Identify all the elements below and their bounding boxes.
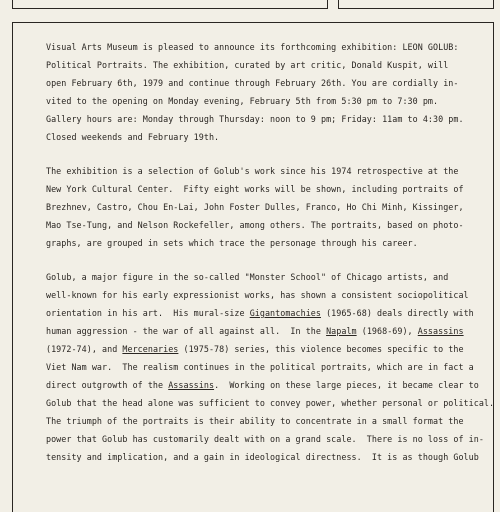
text-line <box>46 128 491 146</box>
text-segment: (1968-69), <box>356 326 418 336</box>
text-line <box>46 286 491 304</box>
text-line <box>46 394 495 412</box>
text-segment: Closed weekends and February 19th. <box>46 132 220 142</box>
text-line <box>46 322 491 340</box>
text-line <box>46 376 491 394</box>
text-segment: well-known for his early expressionist works, has shown a consistent sociopolitical <box>46 290 469 300</box>
text-line <box>46 74 491 92</box>
underlined-title: Assassins <box>417 326 464 336</box>
text-segment: . Working on these large pieces, it became clear to <box>214 380 479 390</box>
header-box-right <box>338 0 494 9</box>
text-segment: (1972-74), and <box>46 344 123 354</box>
text-line <box>46 448 491 466</box>
text-line <box>46 56 491 74</box>
text-segment: (1975-78) series, this violence becomes specific to the <box>178 344 464 354</box>
text-segment: Viet Nam war. The realism continues in the political portraits, which are in fact a <box>46 362 474 372</box>
text-segment: Mao Tse-Tung, and Nelson Rockefeller, among others. The portraits, based on photo- <box>46 220 464 230</box>
text-segment: Gallery hours are: Monday through Thursday: noon to 9 pm; Friday: 11am to 4:30 pm. <box>46 114 464 124</box>
text-segment: Visual Arts Museum is pleased to announce its forthcoming exhibition: LEON GOLUB: <box>46 42 459 52</box>
underlined-title: Assassins <box>168 380 215 390</box>
text-line <box>46 198 491 216</box>
text-segment: power that Golub has customarily dealt with on a grand scale. There is no loss of in- <box>46 434 484 444</box>
text-line <box>46 38 491 56</box>
underlined-title: Napalm <box>326 326 357 336</box>
text-segment: The exhibition is a selection of Golub's work since his 1974 retrospective at the <box>46 166 459 176</box>
text-segment: orientation in his art. His mural-size <box>46 308 250 318</box>
text-segment: human aggression - the war of all against all. In the <box>46 326 327 336</box>
underlined-title: Mercenaries <box>122 344 179 354</box>
text-segment: tensity and implication, and a gain in ideological directness. It is as though Golub <box>46 452 479 462</box>
text-line <box>46 430 491 448</box>
text-segment: Brezhnev, Castro, Chou En-Lai, John Foster Dulles, Franco, Ho Chi Minh, Kissinger, <box>46 202 464 212</box>
underlined-title: Gigantomachies <box>249 308 321 318</box>
text-line <box>46 340 491 358</box>
header-box-left <box>12 0 328 9</box>
text-segment: Golub that the head alone was sufficient to convey power, whether personal or political. <box>46 398 495 408</box>
text-segment: vited to the opening on Monday evening, February 5th from 5:30 pm to 7:30 pm. <box>46 96 439 106</box>
text-line <box>46 162 491 180</box>
text-segment: New York Cultural Center. Fifty eight works will be shown, including portraits of <box>46 184 464 194</box>
paragraph-3 <box>46 268 495 466</box>
paragraph-1 <box>46 38 491 146</box>
text-segment: Political Portraits. The exhibition, curated by art critic, Donald Kuspit, will <box>46 60 449 70</box>
text-segment: direct outgrowth of the <box>46 380 169 390</box>
text-segment: (1965-68) deals directly with <box>320 308 474 318</box>
text-line <box>46 412 491 430</box>
press-release-body <box>46 38 495 482</box>
text-segment: open February 6th, 1979 and continue through February 26th. You are cordially in- <box>46 78 459 88</box>
text-line <box>46 92 491 110</box>
text-segment: graphs, are grouped in sets which trace the personage through his career. <box>46 238 418 248</box>
text-line <box>46 110 491 128</box>
paragraph-2 <box>46 162 491 252</box>
text-line <box>46 304 491 322</box>
text-line <box>46 234 491 252</box>
text-line <box>46 216 491 234</box>
text-line <box>46 268 491 286</box>
text-line <box>46 358 491 376</box>
text-segment: Golub, a major figure in the so-called "Monster School" of Chicago artists, and <box>46 272 449 282</box>
text-segment: The triumph of the portraits is their ability to concentrate in a small format the <box>46 416 464 426</box>
text-line <box>46 180 491 198</box>
